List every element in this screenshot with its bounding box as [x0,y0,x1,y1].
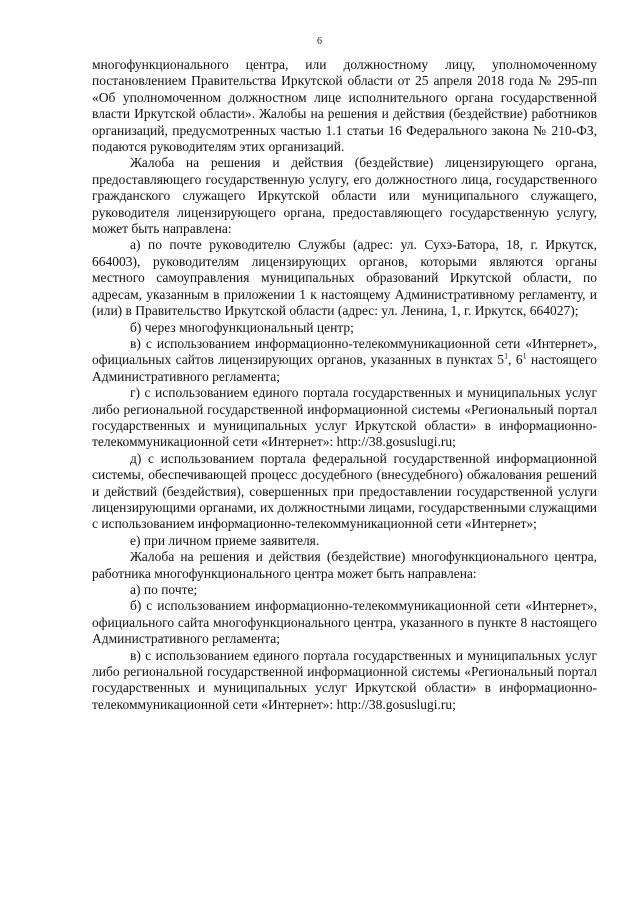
paragraph-complaint-mfc: Жалоба на решения и действия (бездействие) многофункционального центра, работника многофункционального центра может быть направлена: [92,549,597,581]
superscript-one: 1 [522,351,527,361]
list-item-v-text-after: настоящего Административного регламента; [92,352,597,384]
page-number: 6 [317,36,322,47]
superscript-one: 1 [504,351,509,361]
list-item-b-internet-mfc: б) с использованием информационно-телекоммуникационной сети «Интернет», официального сайта многофункционального центра, указанного в пункте 8 настоящего Административного регламента; [92,598,597,647]
list-item-v-portal-mfc: в) с использованием единого портала государственных и муниципальных услуг либо региональной государственной информационной системы «Региональный портал государственных и муниципальных услуг Иркутской области» в информационно-телекоммуникационной сети «Интернет»: http://38.gosuslugi.ru; [92,647,597,712]
document-body [92,57,597,713]
list-item-b-mfc: б) через многофункциональный центр; [130,319,354,335]
list-item-v-text-middle: , 6 [508,352,523,368]
list-item-g-portal: г) с использованием единого портала государственных и муниципальных услуг либо региональной государственной информационной системы «Региональный портал государственных и муниципальных услуг Иркутской области» в информационно-телекоммуникационной сети «Интернет»: http://38.gosuslugi.ru; [92,385,597,450]
paragraph-continuation: многофункционального центра, или должностному лицу, уполномоченному постановлением Правительства Иркутской области от 25 апреля 2018 года № 295-пп «Об уполномоченном должностном лице исполнительного органа государственной власти Иркутской области». Жалобы на решения и действия (бездействие) работников организаций, предусмотренных частью 1.1 статьи 16 Федерального закона № 210-ФЗ, подаются руководителям этих организаций. [92,57,597,155]
list-item-d-federal-portal: д) с использованием портала федеральной государственной информационной системы, обеспечивающей процесс досудебного (внесудебного) обжалования решений и действий (бездействия), совершенных при предоставлении государственной услуги лицензирующими органами, их должностными лицами, государственными служащими с использованием информационно-телекоммуникационной сети «Интернет»; [92,450,597,532]
list-item-a-post: а) по почте руководителю Службы (адрес: ул. Сухэ-Батора, 18, г. Иркутск, 664003), руководителям лицензирующих органов, которыми являются органы местного самоуправления муниципальных образований Иркутской области, по адресам, указанным в приложении 1 к настоящему Административному регламенту, и (или) в Правительство Иркутской области (адрес: ул. Ленина, 1, г. Иркутск, 664027); [92,237,597,319]
list-item-e-personal: е) при личном приеме заявителя. [130,532,320,548]
paragraph-complaint-licensing: Жалоба на решения и действия (бездействие) лицензирующего органа, предоставляющего государственную услугу, его должностного лица, государственного гражданского служащего Иркутской области или муниципального служащего, руководителя лицензирующего органа, предоставляющего государственную услугу, может быть направлена: [92,155,597,237]
list-item-a-post-mfc: а) по почте; [130,582,198,597]
list-item-v-text-before: в) с использованием информационно-телекоммуникационной сети «Интернет», официальных сайтов лицензирующих органов, указанных в пунктах 5 [92,335,597,368]
list-item-v-internet [92,336,597,385]
